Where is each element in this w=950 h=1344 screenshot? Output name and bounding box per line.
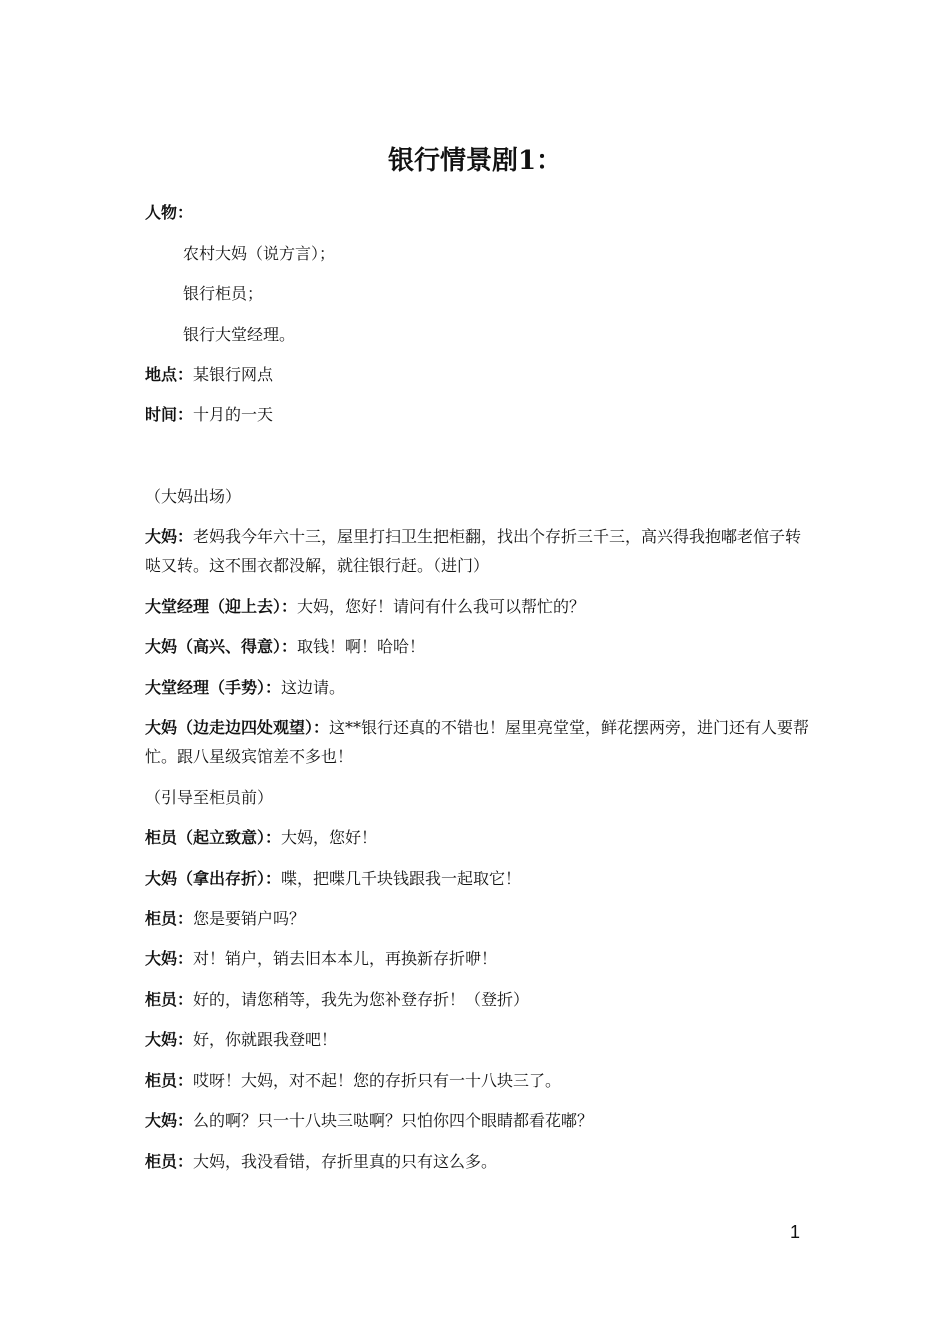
speaker: 大堂经理（手势）： — [145, 678, 282, 697]
time-label: 时间： — [145, 405, 194, 424]
speaker: 大妈： — [145, 949, 194, 968]
dialogue-line — [145, 632, 815, 661]
dialogue-line — [145, 713, 815, 771]
dialogue-text: 对！销户，销去旧本本儿，再换新存折咿！ — [193, 949, 498, 968]
character-item: 银行柜员； — [183, 284, 264, 303]
place-line — [145, 360, 815, 389]
dialogue-text: 大妈，我没看错，存折里真的只有这么多。 — [193, 1152, 498, 1171]
speaker: 柜员： — [145, 990, 194, 1009]
dialogue-line — [145, 1147, 815, 1176]
time-value: 十月的一天 — [193, 405, 274, 424]
character-item: 农村大妈（说方言）； — [183, 244, 336, 263]
document-title: 银行情景剧1： — [387, 146, 563, 176]
dialogue-line — [145, 944, 815, 973]
dialogue-text: 好，你就跟我登吧！ — [193, 1030, 338, 1049]
speaker: 大妈： — [145, 1111, 194, 1130]
dialogue-text: 这边请。 — [281, 678, 346, 697]
speaker: 大妈（高兴、得意）： — [145, 637, 298, 656]
speaker: 大妈（拿出存折）： — [145, 869, 282, 888]
time-line — [145, 400, 815, 429]
dialogue-text: 老妈我今年六十三，屋里打扫卫生把柜翻，找出个存折三千三，高兴得我抱嘟老倌子转哒又转。这不围衣都没解，就往银行赶。（进门） — [145, 527, 802, 575]
dialogue-line — [145, 673, 815, 702]
dialogue-line — [145, 823, 815, 852]
place-label: 地点： — [145, 365, 194, 384]
dialogue-line — [145, 864, 815, 893]
character-item: 银行大堂经理。 — [183, 325, 296, 344]
dialogue-text: 喋，把喋几千块钱跟我一起取它！ — [281, 869, 522, 888]
dialogue-text: 这**银行还真的不错也！屋里亮堂堂，鲜花摆两旁，进门还有人要帮忙。跟八星级宾馆差不多也！ — [145, 718, 810, 766]
dialogue-line — [145, 1066, 815, 1095]
dialogue-line — [145, 522, 815, 580]
dialogue-text: 哎呀！大妈，对不起！您的存折只有一十八块三了。 — [193, 1071, 562, 1090]
speaker: 柜员： — [145, 1152, 194, 1171]
dialogue-text: 么的啊？只一十八块三哒啊？只怕你四个眼睛都看花嘟？ — [193, 1111, 594, 1130]
speaker: 大妈（边走边四处观望）： — [145, 718, 330, 737]
dialogue-text: 您是要销户吗？ — [193, 909, 306, 928]
speaker: 柜员： — [145, 1071, 194, 1090]
place-value: 某银行网点 — [193, 365, 274, 384]
speaker: 大妈： — [145, 1030, 194, 1049]
dialogue-text: 大妈，您好！ — [281, 828, 378, 847]
characters-heading — [145, 198, 815, 227]
characters-label: 人物： — [145, 203, 194, 222]
stage-direction: （大妈出场） — [145, 487, 242, 506]
page-number: 1 — [790, 1222, 801, 1242]
dialogue-text: 取钱！啊！哈哈！ — [297, 637, 426, 656]
dialogue-line — [145, 904, 815, 933]
dialogue-text: 大妈，您好！请问有什么我可以帮忙的？ — [297, 597, 586, 616]
dialogue-line — [145, 592, 815, 621]
speaker: 柜员（起立致意）： — [145, 828, 282, 847]
dialogue-text: 好的，请您稍等，我先为您补登存折！（登折） — [193, 990, 530, 1009]
speaker: 大妈： — [145, 527, 194, 546]
dialogue-line — [145, 1025, 815, 1054]
dialogue-line — [145, 1106, 815, 1135]
speaker: 柜员： — [145, 909, 194, 928]
speaker: 大堂经理（迎上去）： — [145, 597, 298, 616]
stage-direction: （引导至柜员前） — [145, 788, 274, 807]
dialogue-line — [145, 985, 815, 1014]
